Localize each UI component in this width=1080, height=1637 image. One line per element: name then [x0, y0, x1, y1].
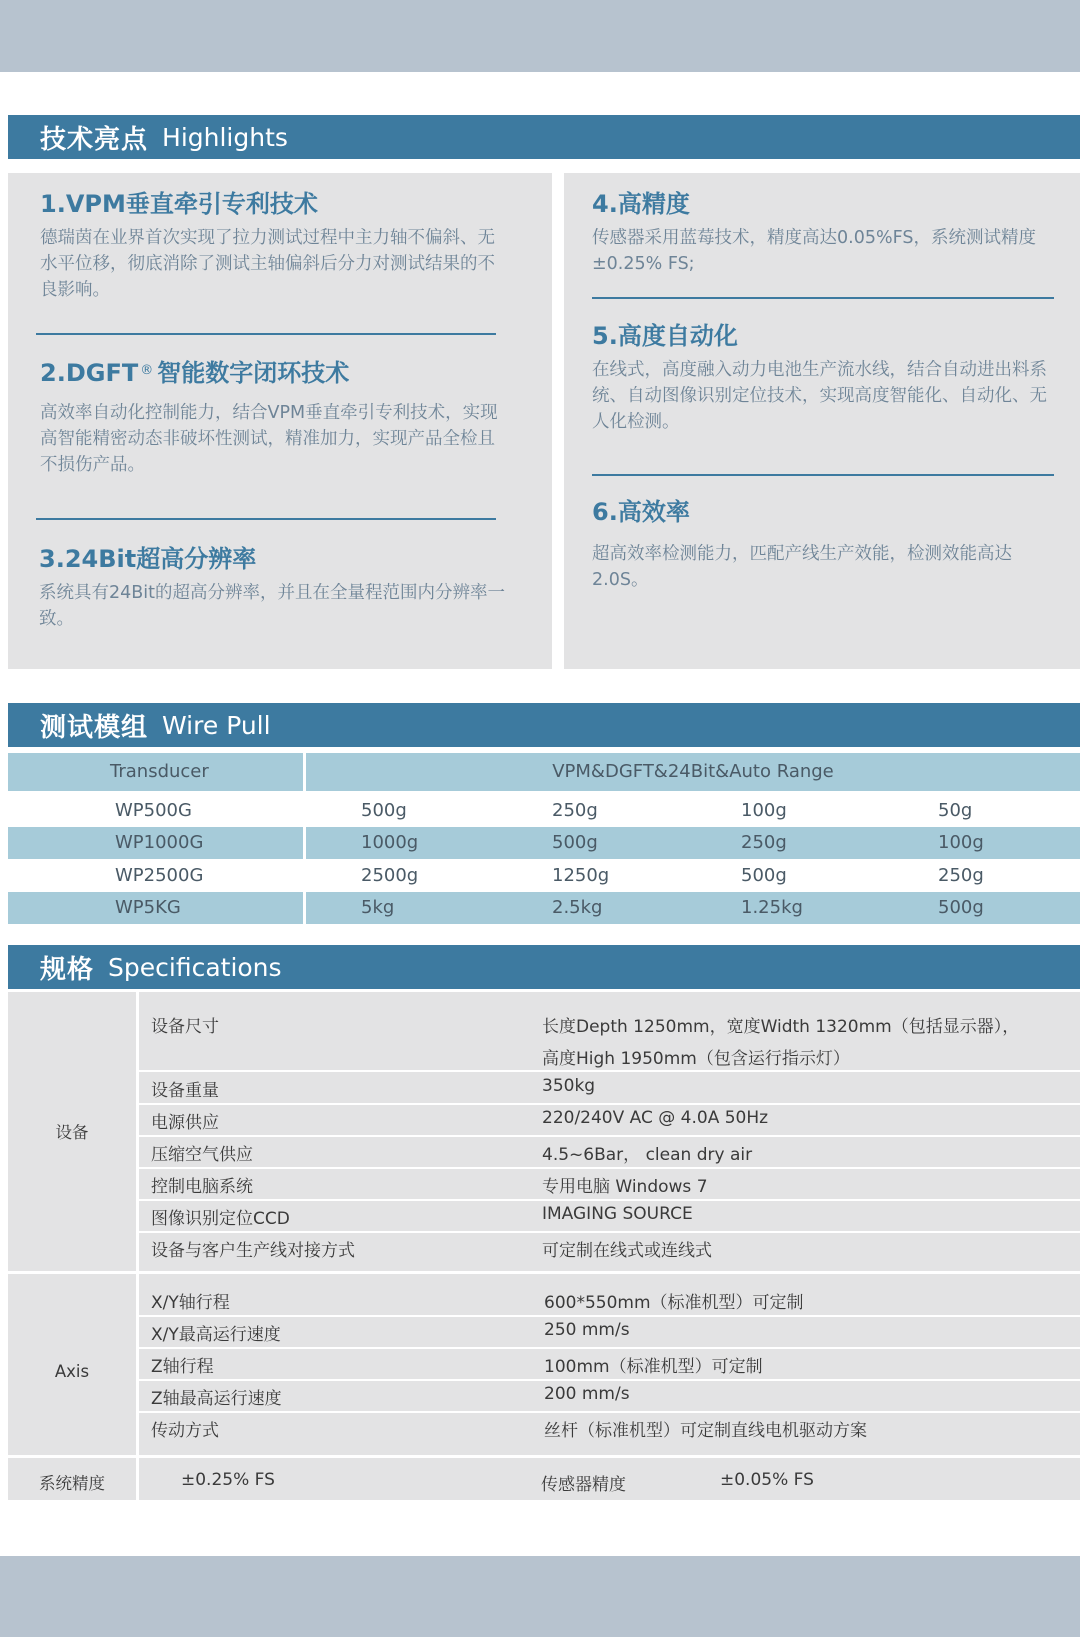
highlight-body: 系统具有24Bit的超高分辨率，并且在全量程范围内分辨率一致。	[39, 583, 505, 629]
table-row	[8, 860, 1080, 892]
spec-value: 长度Depth 1250mm，宽度Width 1320mm（包括显示器），	[542, 1017, 1020, 1037]
highlight-body: 德瑞茵在业界首次实现了拉力测试过程中主力轴不偏斜、无水平位移，彻底消除了测试主轴偏斜后分力对测试结果的不良影响。	[40, 228, 495, 300]
highlight-body: 超高效率检测能力，匹配产线生产效能，检测效能高达2.0S。	[592, 544, 1012, 590]
highlight-title-rest: 智能数字闭环技术	[157, 359, 350, 387]
range-value: 250g	[938, 865, 984, 886]
spec-key: X/Y轴行程	[151, 1293, 230, 1313]
table-row	[8, 795, 1080, 827]
row-divider	[139, 1411, 1080, 1413]
registered-mark: ®	[140, 363, 154, 378]
spec-value: 4.5~6Bar， clean dry air	[542, 1145, 753, 1165]
spec-value: 丝杆（标准机型）可定制直线电机驱动方案	[544, 1421, 867, 1441]
group-divider	[8, 1455, 1080, 1458]
spec-key: 电源供应	[151, 1113, 219, 1133]
row-divider	[139, 1231, 1080, 1233]
wire-pull-table-header	[8, 753, 1080, 791]
range-value: 1250g	[552, 865, 610, 886]
spec-value: 350kg	[542, 1076, 596, 1096]
highlight-title-main: 2.DGFT	[40, 359, 139, 387]
highlights-header	[8, 115, 1080, 159]
wire-pull-header	[8, 703, 1080, 747]
divider	[592, 474, 1054, 476]
highlights-left-panel	[8, 173, 552, 669]
highlight-body: 在线式，高度融入动力电池生产流水线，结合自动进出料系统、自动图像识别定位技术，实现高度智能化、自动化、无人化检测。	[592, 360, 1047, 432]
spec-value: 220/240V AC @ 4.0A 50Hz	[542, 1108, 769, 1128]
group-label-device: 设备	[55, 1123, 89, 1142]
range-value: 500g	[552, 832, 598, 853]
spec-key: 图像识别定位CCD	[151, 1209, 290, 1229]
group-label-axis: Axis	[54, 1362, 90, 1381]
transducer-name: WP2500G	[115, 865, 204, 886]
highlight-title: 5.高度自动化	[592, 322, 738, 350]
column-header-range: VPM&DGFT&24Bit&Auto Range	[552, 761, 834, 782]
specs-header	[8, 945, 1080, 989]
transducer-name: WP5KG	[115, 897, 181, 918]
range-value: 2500g	[361, 865, 419, 886]
range-value: 100g	[741, 800, 787, 821]
highlights-title-en: Highlights	[162, 122, 288, 152]
spec-key: Z轴最高运行速度	[151, 1389, 282, 1409]
highlight-title	[40, 356, 510, 390]
highlight-3	[39, 542, 509, 632]
spec-key: 设备重量	[151, 1081, 219, 1101]
highlight-title: 4.高精度	[592, 190, 690, 218]
row-divider	[139, 1103, 1080, 1105]
specs-title-en: Specifications	[108, 952, 282, 982]
divider	[36, 333, 496, 335]
row-divider	[139, 1070, 1080, 1072]
column-header-transducer: Transducer	[110, 761, 209, 782]
range-value: 500g	[741, 865, 787, 886]
row-divider	[139, 1199, 1080, 1201]
range-value: 500g	[361, 800, 407, 821]
row-divider	[139, 1135, 1080, 1137]
system-accuracy-value: ±0.25% FS	[181, 1470, 275, 1490]
column-divider	[136, 992, 139, 1500]
row-divider	[139, 1379, 1080, 1381]
highlight-title: 1.VPM垂直牵引专利技术	[40, 190, 318, 218]
spec-key: 设备尺寸	[151, 1017, 219, 1037]
highlight-5	[592, 319, 1052, 435]
highlight-body: 高效率自动化控制能力，结合VPM垂直牵引专利技术，实现高智能精密动态非破坏性测试，精准加力，实现产品全检且不损伤产品。	[40, 403, 498, 475]
highlight-6	[592, 495, 1052, 593]
spec-key: 传动方式	[151, 1421, 219, 1441]
spec-key: X/Y最高运行速度	[151, 1325, 281, 1345]
wire-pull-title-en: Wire Pull	[162, 710, 271, 740]
range-value: 1000g	[361, 832, 419, 853]
group-label-accuracy: 系统精度	[39, 1474, 105, 1493]
spec-key: 压缩空气供应	[151, 1145, 253, 1165]
column-divider	[303, 892, 306, 924]
range-value: 2.5kg	[552, 897, 603, 918]
top-band	[0, 0, 1080, 72]
bottom-band	[0, 1556, 1080, 1637]
divider	[36, 518, 496, 520]
range-value: 100g	[938, 832, 984, 853]
specs-table	[8, 992, 1080, 1500]
divider	[592, 297, 1054, 299]
row-divider	[139, 1167, 1080, 1169]
group-divider	[8, 1271, 1080, 1274]
range-value: 1.25kg	[741, 897, 803, 918]
table-row	[8, 827, 1080, 859]
highlight-title: 3.24Bit超高分辨率	[39, 545, 257, 573]
highlight-4	[592, 187, 1052, 277]
spec-value: 200 mm/s	[544, 1384, 630, 1404]
row-divider	[139, 1315, 1080, 1317]
transducer-name: WP500G	[115, 800, 192, 821]
specs-title-zh: 规格	[40, 954, 95, 985]
spec-value: 250 mm/s	[544, 1320, 630, 1340]
range-value: 500g	[938, 897, 984, 918]
spec-value: 可定制在线式或连线式	[542, 1241, 712, 1261]
column-divider	[303, 860, 306, 892]
transducer-name: WP1000G	[115, 832, 204, 853]
spec-value: 专用电脑 Windows 7	[542, 1177, 708, 1197]
sensor-accuracy-value: ±0.05% FS	[720, 1470, 814, 1490]
highlight-1	[40, 187, 510, 303]
sensor-accuracy-label: 传感器精度	[541, 1475, 626, 1495]
column-divider	[303, 795, 306, 827]
column-divider	[303, 827, 306, 859]
spec-key: 控制电脑系统	[151, 1177, 253, 1197]
range-value: 50g	[938, 800, 973, 821]
row-divider	[139, 1347, 1080, 1349]
wire-pull-title-zh: 测试模组	[40, 712, 149, 743]
range-value: 5kg	[361, 897, 395, 918]
range-value: 250g	[552, 800, 598, 821]
highlight-2	[40, 356, 510, 478]
highlights-title-zh: 技术亮点	[40, 124, 149, 155]
spec-value: 高度High 1950mm（包含运行指示灯）	[542, 1049, 850, 1069]
spec-value: 100mm（标准机型）可定制	[544, 1357, 763, 1377]
highlight-title: 6.高效率	[592, 498, 690, 526]
highlight-body: 传感器采用蓝莓技术，精度高达0.05%FS，系统测试精度 ±0.25% FS;	[592, 228, 1036, 274]
highlights-right-panel	[564, 173, 1080, 669]
spec-key: 设备与客户生产线对接方式	[151, 1241, 355, 1261]
range-value: 250g	[741, 832, 787, 853]
spec-value: IMAGING SOURCE	[542, 1204, 693, 1224]
spec-value: 600*550mm（标准机型）可定制	[544, 1293, 804, 1313]
table-row	[8, 892, 1080, 924]
spec-key: Z轴行程	[151, 1357, 214, 1377]
